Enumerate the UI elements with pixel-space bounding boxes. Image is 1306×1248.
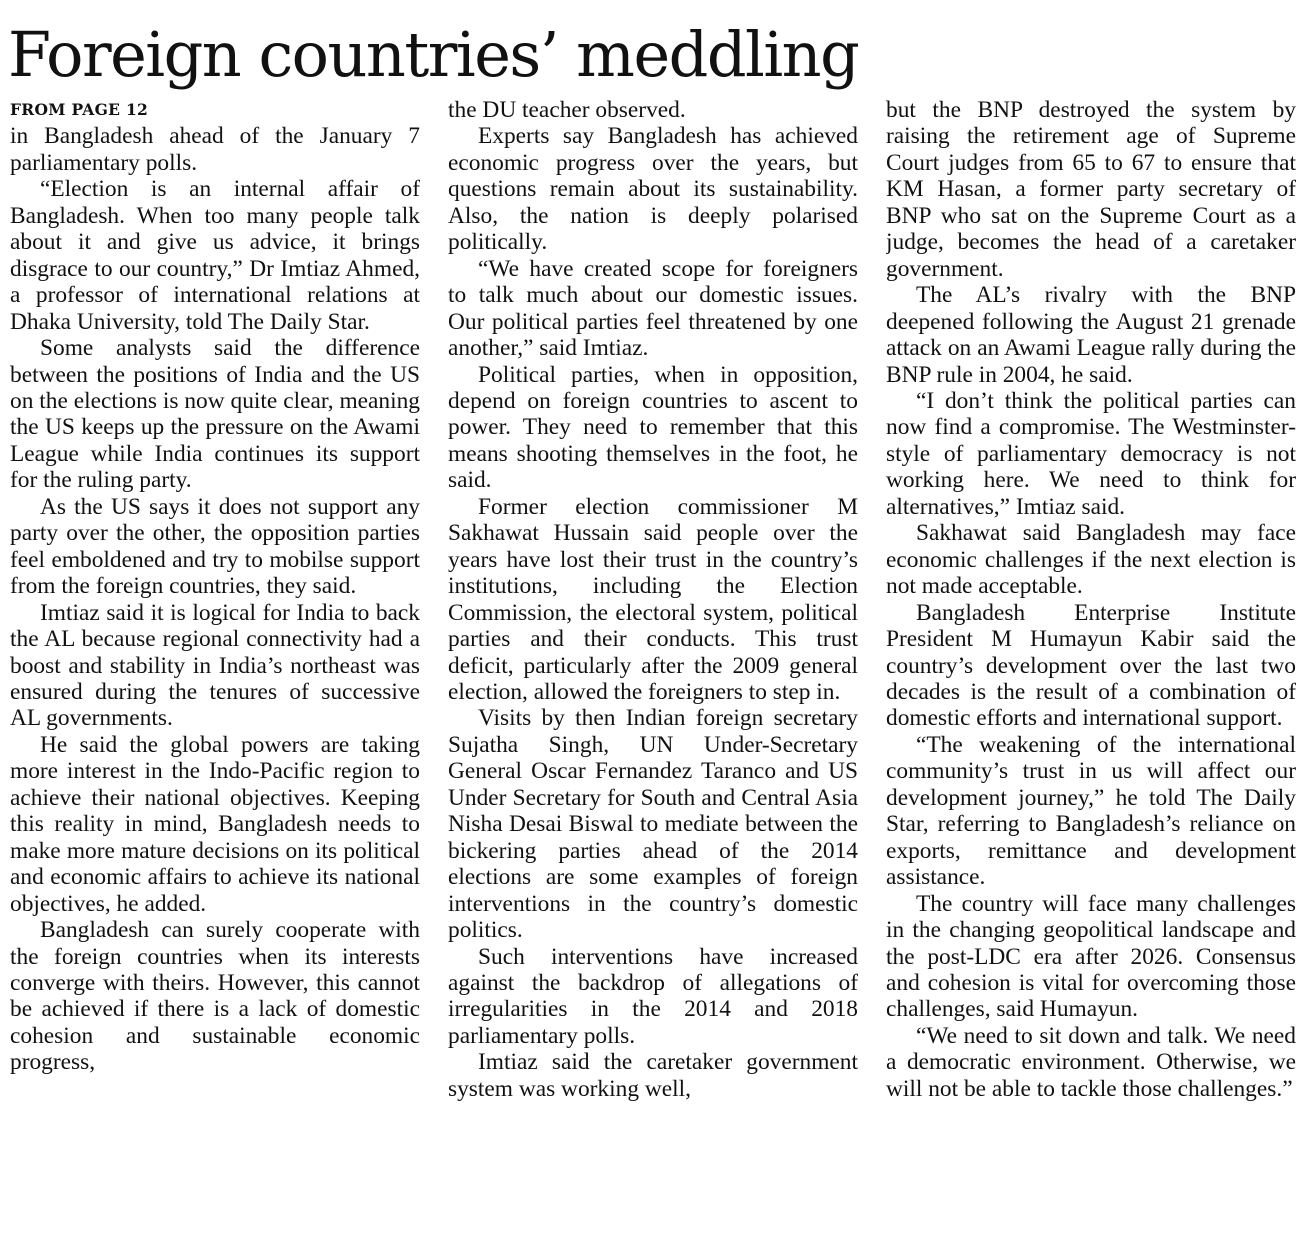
- paragraph: Visits by then Indian foreign secretary Sujatha Singh, UN Under-Secretary General Oscar Fernandez Taranco and US Under Secretary for South and Central Asia Nisha Desai Biswal to mediate between the bickering parties ahead of the 2014 elections are some examples of foreign interventions in the country’s domestic politics.: [448, 705, 858, 944]
- paragraph: Former election commissioner M Sakhawat Hussain said people over the years have lost their trust in the country’s institutions, including the Election Commission, the electoral system, political parties and their conducts. This trust deficit, particularly after the 2009 general election, allowed the foreigners to step in.: [448, 493, 858, 705]
- paragraph: The country will face many challenges in the changing geopolitical landscape and the post-LDC era after 2026. Consensus and cohesion is vital for overcoming those challenges, said Humayun.: [886, 890, 1296, 1023]
- paragraph: Such interventions have increased against the backdrop of allegations of irregularities in the 2014 and 2018 parliamentary polls.: [448, 943, 858, 1049]
- paragraph: “We have created scope for foreigners to talk much about our domestic issues. Our political parties feel threatened by one another,” said Imtiaz.: [448, 255, 858, 362]
- paragraph: “Election is an internal affair of Bangladesh. When too many people talk about it and give us advice, it brings disgrace to our country,” Dr Imtiaz Ahmed, a professor of international relations at Dhaka University, told The Daily Star.: [10, 176, 420, 335]
- paragraph: but the BNP destroyed the system by raising the retirement age of Supreme Court judges from 65 to 67 to ensure that KM Hasan, a former party secretary of BNP who sat on the Supreme Court as a judge, becomes the head of a caretaker government.: [886, 97, 1296, 282]
- paragraph: Some analysts said the difference between the positions of India and the US on the elections is now quite clear, meaning the US keeps up the pressure on the Awami League while India continues its support for the ruling party.: [10, 335, 420, 494]
- paragraph: He said the global powers are taking more interest in the Indo-Pacific region to achieve their national objectives. Keeping this reality in mind, Bangladesh needs to make more mature decisions on its political and economic affairs to achieve its national objectives, he added.: [10, 731, 420, 917]
- paragraph: Imtiaz said the caretaker government system was working well,: [448, 1049, 858, 1102]
- paragraph: Bangladesh can surely cooperate with the foreign countries when its interests converge with theirs. However, this cannot be achieved if there is a lack of domestic cohesion and sustainable economic progress,: [10, 917, 420, 1076]
- paragraph: Sakhawat said Bangladesh may face economic challenges if the next election is not made acceptable.: [886, 520, 1296, 600]
- paragraph: The AL’s rivalry with the BNP deepened following the August 21 grenade attack on an Awami League rally during the BNP rule in 2004, he said.: [886, 282, 1296, 388]
- article-column-3: [886, 97, 1296, 1243]
- article-column-2: [448, 97, 858, 1243]
- paragraph: “We need to sit down and talk. We need a democratic environment. Otherwise, we will not be able to tackle those challenges.”: [886, 1022, 1296, 1102]
- paragraph: in Bangladesh ahead of the January 7 parliamentary polls.: [10, 123, 420, 176]
- paragraph: “I don’t think the political parties can now find a compromise. The Westminster-style of parliamentary democracy is not working here. We need to think for alternatives,” Imtiaz said.: [886, 387, 1296, 520]
- headline: Foreign countries’ meddling: [8, 18, 859, 91]
- paragraph: “The weakening of the international community’s trust in us will affect our development journey,” he told The Daily Star, referring to Bangladesh’s reliance on exports, remittance and development assistance.: [886, 731, 1296, 891]
- paragraph: As the US says it does not support any party over the other, the opposition parties feel emboldened and try to mobilse support from the foreign countries, they said.: [10, 493, 420, 600]
- paragraph: Bangladesh Enterprise Institute President M Humayun Kabir said the country’s development over the last two decades is the result of a combination of domestic efforts and international support.: [886, 599, 1296, 732]
- article-column-1: [10, 97, 420, 1243]
- paragraph: Imtiaz said it is logical for India to back the AL because regional connectivity had a boost and stability in India’s northeast was ensured during the tenures of successive AL governments.: [10, 599, 420, 732]
- paragraph: Political parties, when in opposition, depend on foreign countries to ascent to power. They need to remember that this means shooting themselves in the foot, he said.: [448, 361, 858, 494]
- jump-label: FROM PAGE 12: [10, 100, 149, 119]
- paragraph: Experts say Bangladesh has achieved economic progress over the years, but questions remain about its sustainability. Also, the nation is deeply polarised politically.: [448, 123, 858, 256]
- paragraph: the DU teacher observed.: [448, 97, 686, 123]
